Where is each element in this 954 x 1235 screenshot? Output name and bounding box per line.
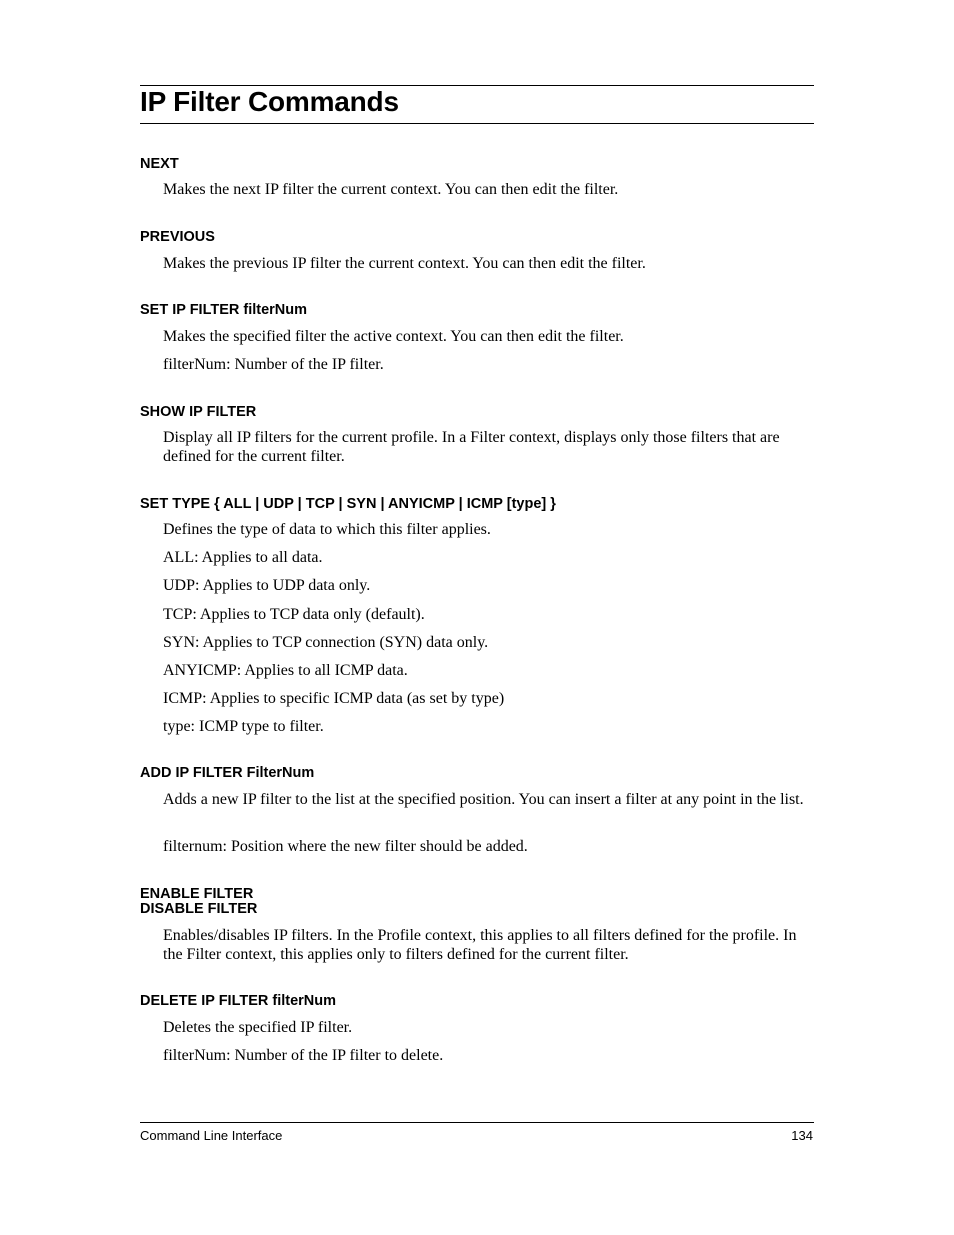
footer-document-title: Command Line Interface	[140, 1128, 283, 1143]
section-heading-set-ip-filter: SET IP FILTER filterNum	[140, 302, 308, 318]
section-paragraph: Deletes the specified IP filter.	[163, 1019, 353, 1036]
section-paragraph: SYN: Applies to TCP connection (SYN) data only.	[163, 634, 489, 651]
section-heading-previous: PREVIOUS	[140, 229, 215, 245]
section-paragraph: filterNum: Number of the IP filter.	[163, 356, 384, 373]
section-heading-enable-filter: ENABLE FILTER	[140, 886, 254, 902]
section-paragraph: Makes the specified filter the active context. You can then edit the filter.	[163, 328, 624, 345]
section-paragraph: ANYICMP: Applies to all ICMP data.	[163, 662, 408, 679]
section-paragraph: filterNum: Number of the IP filter to delete.	[163, 1047, 444, 1064]
section-paragraph: TCP: Applies to TCP data only (default).	[163, 606, 425, 623]
section-paragraph: Defines the type of data to which this filter applies.	[163, 521, 491, 538]
section-heading-next: NEXT	[140, 156, 179, 172]
section-paragraph: Makes the previous IP filter the current context. You can then edit the filter.	[163, 255, 646, 272]
section-heading-show-ip-filter: SHOW IP FILTER	[140, 404, 257, 420]
section-paragraph: Makes the next IP filter the current context. You can then edit the filter.	[163, 181, 619, 198]
section-heading-delete-ip-filter: DELETE IP FILTER filterNum	[140, 993, 337, 1009]
footer-rule	[140, 1122, 814, 1123]
title-bottom-rule	[140, 123, 814, 124]
section-paragraph: Display all IP filters for the current profile. In a Filter context, displays only those filters that are defined for the current filter.	[163, 429, 780, 465]
section-paragraph: Enables/disables IP filters. In the Profile context, this applies to all filters defined for the profile. In the Filter context, this applies only to filters defined for the current filter.	[163, 927, 797, 963]
section-heading-set-type: SET TYPE { ALL | UDP | TCP | SYN | ANYICMP | ICMP [type] }	[140, 496, 556, 512]
section-paragraph: ICMP: Applies to specific ICMP data (as set by type)	[163, 690, 505, 707]
section-heading-add-ip-filter: ADD IP FILTER FilterNum	[140, 765, 315, 781]
section-paragraph: ALL: Applies to all data.	[163, 549, 323, 566]
section-paragraph: filternum: Position where the new filter should be added.	[163, 838, 528, 855]
section-paragraph: Adds a new IP filter to the list at the specified position. You can insert a filter at any point in the list.	[163, 791, 804, 808]
footer-page-number: 134	[791, 1128, 813, 1143]
section-paragraph: type: ICMP type to filter.	[163, 718, 324, 735]
section-heading-disable-filter: DISABLE FILTER	[140, 901, 258, 917]
page-title: IP Filter Commands	[140, 86, 399, 117]
section-paragraph: UDP: Applies to UDP data only.	[163, 577, 371, 594]
